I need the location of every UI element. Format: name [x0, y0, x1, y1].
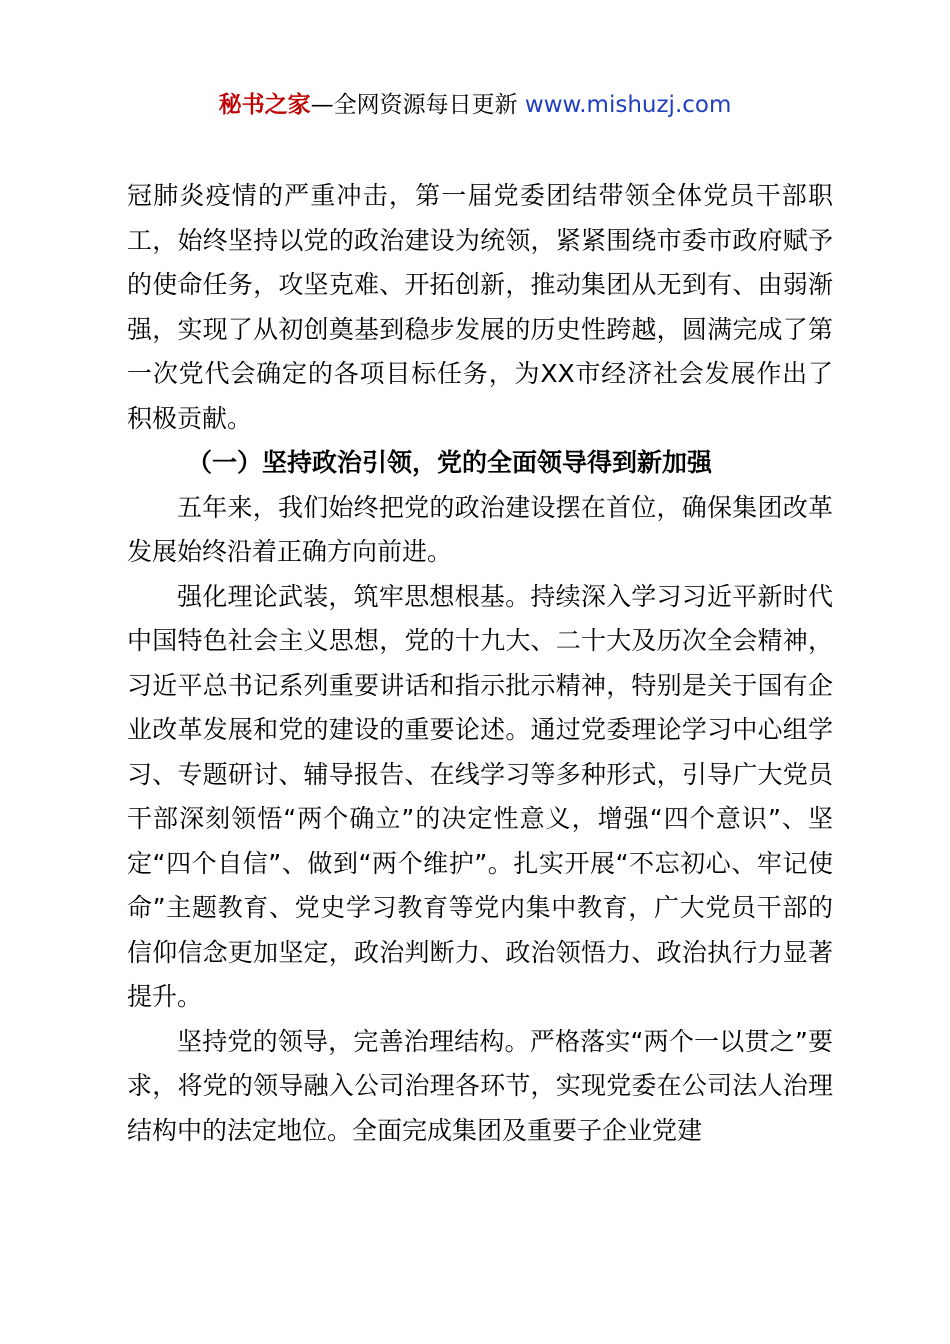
document-body [127, 174, 833, 1153]
site-url-link[interactable]: www.mishuzj.com [524, 92, 732, 118]
paragraph-intro: 五年来，我们始终把党的政治建设摆在首位，确保集团改革发展始终沿着正确方向前进。 [127, 492, 833, 566]
site-header [0, 90, 950, 120]
brand-name: 秘书之家 [218, 92, 311, 118]
paragraph-theory: 强化理论武装，筑牢思想根基。持续深入学习习近平新时代中国特色社会主义思想，党的十九大、二十大及历次全会精神，习近平总书记系列重要讲话和指示批示精神，特别是关于国有企业改革发展和党的建设的重要论述。通过党委理论学习中心组学习、专题研讨、辅导报告、在线学习等多种形式，引导广大党员干部深刻领悟“两个确立”的决定性意义，增强“四个意识”、坚定“四个自信”、做到“两个维护”。扎实开展“不忘初心、牢记使命”主题教育、党史学习教育等党内集中教育，广大党员干部的信仰信念更加坚定，政治判断力、政治领悟力、政治执行力显著提升。 [127, 581, 833, 1011]
section-heading: （一）坚持政治引领，党的全面领导得到新加强 [187, 448, 713, 477]
paragraph-governance: 坚持党的领导，完善治理结构。严格落实“两个一以贯之”要求，将党的领导融入公司治理各环节，实现党委在公司法人治理结构中的法定地位。全面完成集团及重要子企业党建 [127, 1026, 833, 1145]
paragraph-continued: 冠肺炎疫情的严重冲击，第一届党委团结带领全体党员干部职工，始终坚持以党的政治建设为统领，紧紧围绕市委市政府赋予的使命任务，攻坚克难、开拓创新，推动集团从无到有、由弱渐强，实现了从初创奠基到稳步发展的历史性跨越，圆满完成了第一次党代会确定的各项目标任务，为XX市经济社会发展作出了积极贡献。 [127, 181, 833, 433]
header-tagline: —全网资源每日更新 [310, 92, 525, 118]
